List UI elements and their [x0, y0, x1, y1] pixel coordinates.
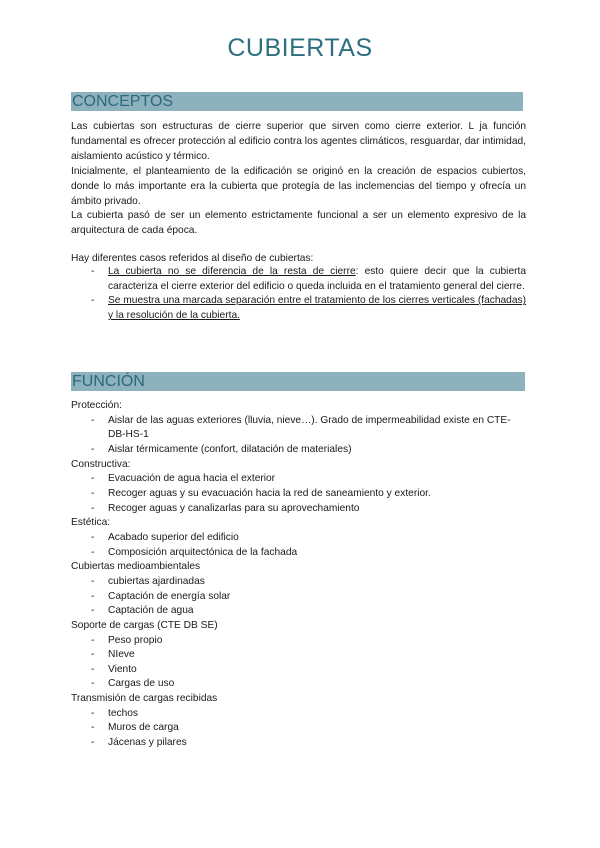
list-item: - Viento	[91, 663, 137, 675]
list-item: - Cargas de uso	[91, 678, 175, 690]
case-description: : esto quiere decir que la cubierta caracteriza el cierre exterior del edificio o queda incluida en el tratamiento general del cierre.	[108, 266, 526, 292]
list-item: - techos	[91, 707, 139, 719]
list-item: - Muros de carga	[91, 722, 179, 734]
list-item: - La cubierta no se diferencia de la resta de cierre: esto quiere decir que la cubierta caracteriza el cierre exterior del edificio o queda incluida en el tratamiento general del cierre.	[91, 266, 526, 292]
case-title: Se muestra una marcada separación entre el tratamiento de los cierres verticales (fachadas) y la resolución de la cubierta.	[108, 295, 526, 322]
category-label: Estética:	[71, 517, 111, 529]
list-item: - NIeve	[91, 649, 135, 661]
section-heading-funcion: FUNCIÓN	[71, 372, 525, 391]
paragraph-origin: Inicialmente, el planteamiento de la edificación se originó en la creación de espacios cubiertos, donde lo más importante era la cubierta que protegía de las inclemencias del tiempo y ofrecía un ámbito privado.	[71, 166, 526, 207]
list-item: - Captación de energía solar	[91, 590, 231, 602]
category-label: Soporte de cargas (CTE DB SE)	[71, 619, 218, 631]
list-item: - Se muestra una marcada separación entre el tratamiento de los cierres verticales (fachadas) y la resolución de la cubierta.	[91, 295, 526, 322]
list-item: - Evacuación de agua hacia el exterior	[91, 473, 276, 485]
list-item: - cubiertas ajardinadas	[91, 575, 205, 587]
paragraph-evolution: La cubierta pasó de ser un elemento estrictamente funcional a ser un elemento expresivo de la arquitectura de cada época.	[71, 210, 526, 236]
list-item: - Composición arquitectónica de la fachada	[91, 546, 298, 558]
list-item: - Jácenas y pilares	[91, 737, 187, 749]
category-label: Transmisión de cargas recibidas	[71, 693, 218, 705]
category-label: Protección:	[71, 400, 122, 411]
list-item: - Aislar térmicamente (confort, dilatación de materiales)	[91, 443, 352, 455]
list-item: - Aislar de las aguas exteriores (lluvia, nieve…). Grado de impermeabilidad existe en CTE-DB-HS-1	[91, 414, 511, 441]
cases-list	[71, 265, 526, 324]
list-item: - Recoger aguas y canalizarlas para su aprovechamiento	[91, 502, 360, 514]
list-item: - Peso propio	[91, 634, 163, 646]
list-item: - Recoger aguas y su evacuación hacia la red de saneamiento y exterior.	[91, 487, 431, 499]
section-heading-conceptos: CONCEPTOS	[71, 92, 523, 111]
list-item: - Acabado superior del edificio	[91, 531, 239, 543]
list-item: - Captación de agua	[91, 605, 194, 617]
function-list	[71, 399, 526, 751]
paragraph-cases-intro: Hay diferentes casos referidos al diseño de cubiertas:	[71, 253, 314, 264]
page-title: CUBIERTAS	[227, 34, 373, 62]
paragraph-definition: Las cubiertas son estructuras de cierre superior que sirven como cierre exterior. L ja función fundamental es ofrecer protección al edificio contra los agentes climáticos, resguardar, dar intimidad, aislamiento acústico y térmico.	[71, 121, 526, 162]
category-label: Cubiertas medioambientales	[71, 561, 201, 573]
category-label: Constructiva:	[71, 458, 131, 470]
case-title: La cubierta no se diferencia de la resta de cierre	[108, 266, 356, 277]
